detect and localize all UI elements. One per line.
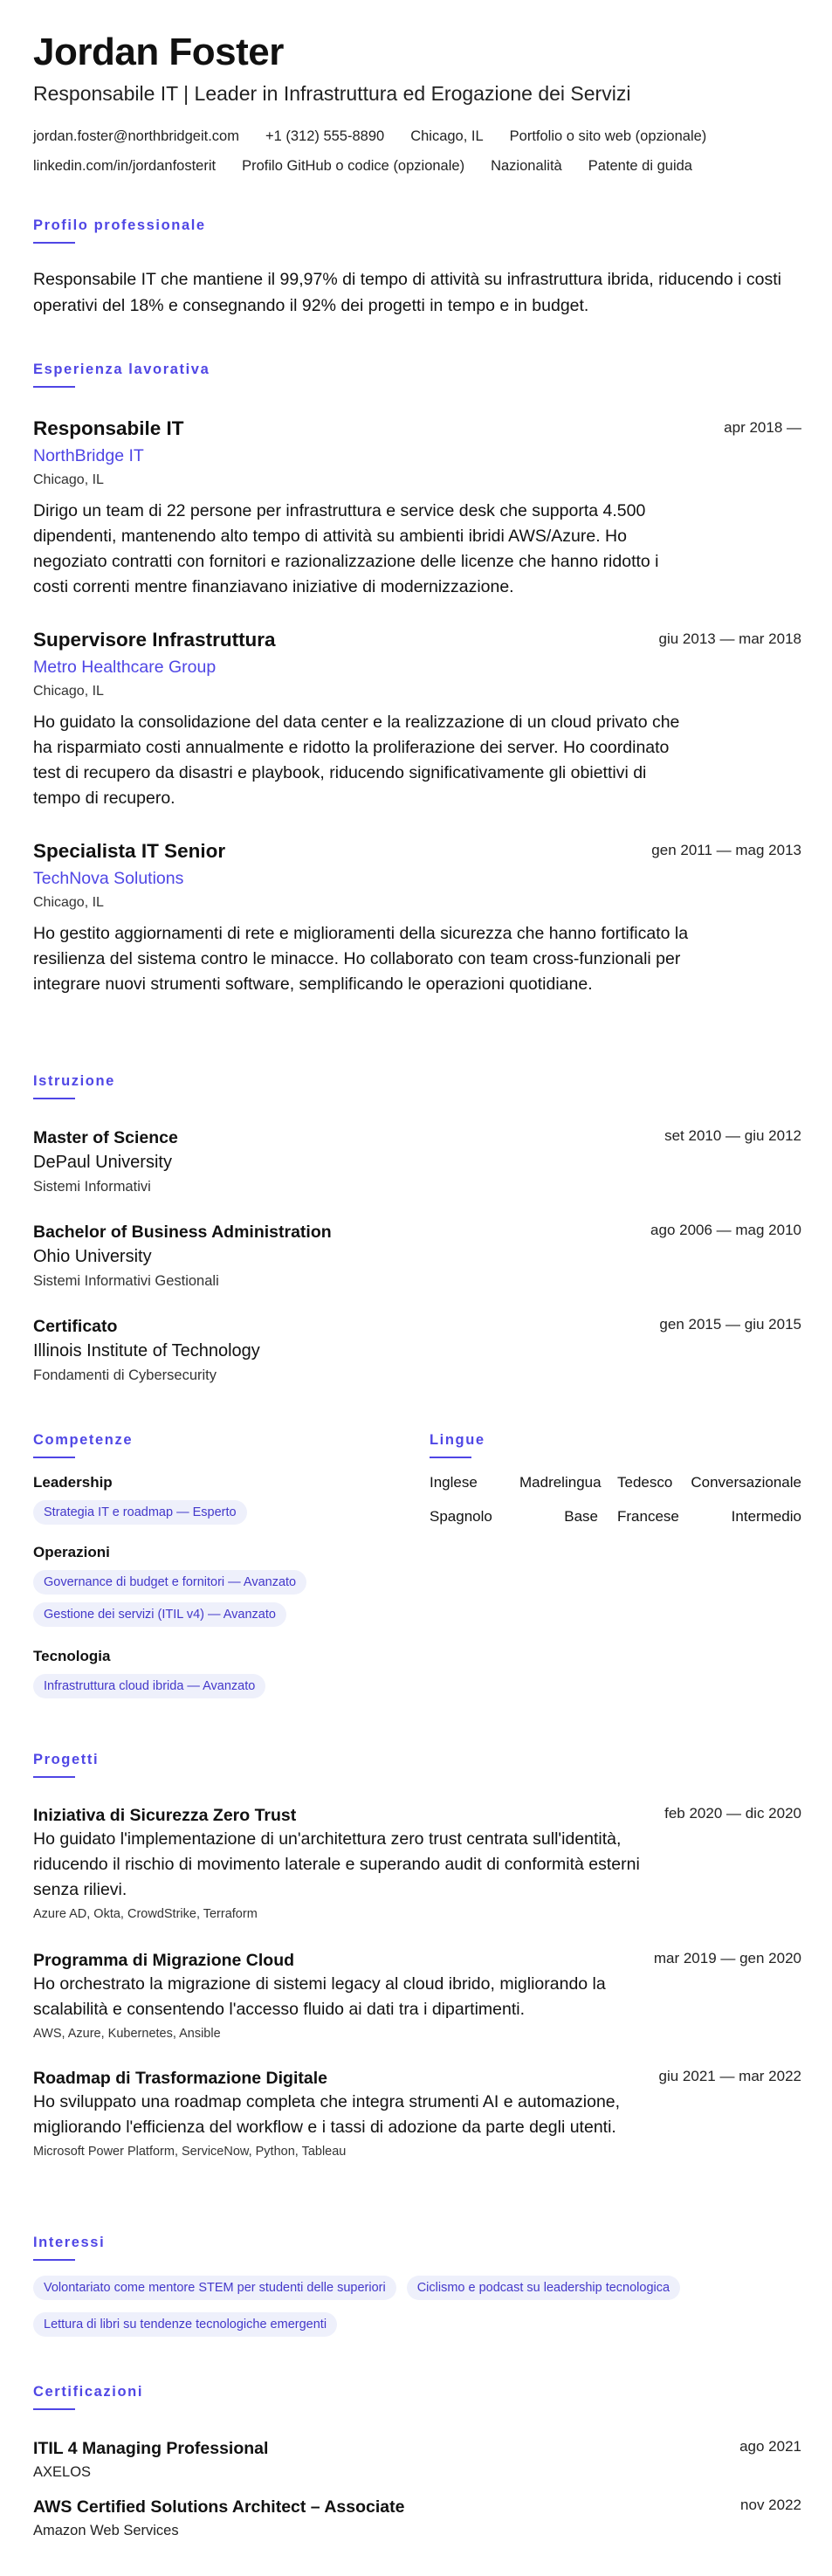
section-title-skills: Competenze (33, 1432, 134, 1448)
skill-group (33, 1473, 400, 1525)
project-title: Roadmap di Trasformazione Digitale (33, 2069, 327, 2088)
skill-chip: Infrastruttura cloud ibrida — Avanzato (33, 1674, 265, 1698)
section-rule (33, 1776, 75, 1778)
contact-line-2 (33, 156, 801, 176)
contact-portfolio[interactable]: Portfolio o sito web (opzionale) (509, 128, 707, 144)
project-item (33, 1949, 801, 2042)
candidate-name: Jordan Foster (33, 31, 284, 73)
section-rule (33, 1457, 75, 1458)
project-date: giu 2021 — mar 2022 (658, 2068, 801, 2084)
section-rule (33, 1098, 75, 1099)
interest-chip: Lettura di libri su tendenze tecnologiche emergenti (33, 2312, 337, 2337)
education-date: gen 2015 — giu 2015 (659, 1316, 801, 1333)
job-title: Responsabile IT (33, 417, 184, 439)
language-level: Conversazionale (691, 1474, 801, 1491)
certification-item (33, 2437, 801, 2482)
candidate-headline: Responsabile IT | Leader in Infrastruttura ed Erogazione dei Servizi (33, 82, 631, 105)
job-description: Dirigo un team di 22 persone per infrastruttura e service desk che supporta 4.500 dipendenti, mantenendo alto tempo di attività su ambienti ibridi AWS/Azure. Ho negoziato contratti con fornitori e razionalizzazione delle licenze che hanno ridotto i costi correnti mentre finanziavano iniziative di modernizzazione. (33, 501, 659, 596)
certification-date: nov 2022 (740, 2497, 801, 2513)
skill-chip: Gestione dei servizi (ITIL v4) — Avanzato (33, 1602, 286, 1627)
skill-group-name: Leadership (33, 1474, 113, 1491)
skill-group-name: Tecnologia (33, 1648, 111, 1664)
education-school: DePaul University (33, 1153, 172, 1172)
skill-group (33, 1543, 400, 1627)
experience-item (33, 627, 801, 811)
project-tech: Microsoft Power Platform, ServiceNow, Python, Tableau (33, 2145, 347, 2159)
education-item (33, 1221, 801, 1291)
contact-line-1 (33, 127, 801, 146)
education-degree: Master of Science (33, 1128, 178, 1147)
language-name: Spagnolo (430, 1508, 492, 1525)
language-name: Tedesco (617, 1474, 673, 1491)
section-rule (33, 2408, 75, 2410)
job-date: gen 2011 — mag 2013 (651, 842, 801, 858)
section-title-languages: Lingue (430, 1432, 485, 1448)
job-date: apr 2018 — (724, 419, 801, 436)
skill-chip: Governance di budget e fornitori — Avanzato (33, 1570, 306, 1595)
project-item (33, 1804, 801, 1923)
contact-github[interactable]: Profilo GitHub o codice (opzionale) (242, 158, 465, 174)
education-date: ago 2006 — mag 2010 (650, 1222, 801, 1238)
education-field: Sistemi Informativi Gestionali (33, 1273, 219, 1289)
contact-email[interactable]: jordan.foster@northbridgeit.com (33, 128, 239, 144)
section-title-experience: Esperienza lavorativa (33, 362, 210, 377)
project-item (33, 2067, 801, 2160)
project-title: Programma di Migrazione Cloud (33, 1951, 295, 1970)
interest-chip: Volontariato come mentore STEM per studenti delle superiori (33, 2276, 396, 2300)
skill-chip: Strategia IT e roadmap — Esperto (33, 1500, 247, 1525)
language-level: Madrelingua (519, 1474, 602, 1491)
interests-list (33, 2268, 801, 2337)
project-date: feb 2020 — dic 2020 (664, 1805, 801, 1822)
contact-driving-license: Patente di guida (588, 158, 692, 174)
section-rule (33, 242, 75, 244)
interest-chip: Ciclismo e podcast su leadership tecnologica (407, 2276, 680, 2300)
section-rule (33, 2259, 75, 2261)
job-location: Chicago, IL (33, 895, 104, 910)
job-description: Ho gestito aggiornamenti di rete e miglioramenti della sicurezza che hanno fortificato la resilienza del sistema contro le minacce. Ho collaborato con team cross-funzionali per integrare nuovi strumenti software, semplificando le operazioni quotidiane. (33, 924, 689, 994)
job-location: Chicago, IL (33, 472, 104, 487)
education-item (33, 1315, 801, 1385)
project-description: Ho sviluppato una roadmap completa che integra strumenti AI e automazione, migliorando l'efficienza del workflow e i tassi di adozione da parte degli utenti. (33, 2092, 621, 2137)
certification-date: ago 2021 (739, 2438, 801, 2455)
language-level: Intermedio (731, 1508, 801, 1525)
skill-group-name: Operazioni (33, 1544, 110, 1560)
education-degree: Bachelor of Business Administration (33, 1223, 332, 1242)
profile-summary: Responsabile IT che mantiene il 99,97% di tempo di attività su infrastruttura ibrida, riducendo i costi operativi del 18% e consegnando il 92% dei progetti in tempo e in budget. (33, 270, 782, 315)
job-title: Supervisore Infrastruttura (33, 629, 276, 651)
education-date: set 2010 — giu 2012 (664, 1127, 801, 1144)
experience-item (33, 838, 801, 997)
education-school: Illinois Institute of Technology (33, 1341, 260, 1360)
language-name: Inglese (430, 1474, 478, 1491)
contact-nationality: Nazionalità (491, 158, 562, 174)
job-company: TechNova Solutions (33, 869, 184, 888)
certification-name: AWS Certified Solutions Architect – Associate (33, 2497, 405, 2517)
section-rule (33, 386, 75, 388)
section-title-certifications: Certificazioni (33, 2384, 144, 2400)
job-description: Ho guidato la consolidazione del data center e la realizzazione di un cloud privato che ha risparmiato costi annualmente e ridotto la proliferazione dei server. Ho coordinato test di recupero da disastri e playbook, riducendo significativamente gli obiettivi di tempo di recupero. (33, 713, 680, 808)
education-school: Ohio University (33, 1247, 152, 1266)
job-date: giu 2013 — mar 2018 (658, 630, 801, 647)
contact-location: Chicago, IL (410, 128, 484, 144)
job-title: Specialista IT Senior (33, 840, 226, 862)
certification-issuer: Amazon Web Services (33, 2523, 179, 2538)
certification-issuer: AXELOS (33, 2464, 92, 2480)
certification-name: ITIL 4 Managing Professional (33, 2439, 269, 2458)
section-title-projects: Progetti (33, 1752, 100, 1767)
job-company: NorthBridge IT (33, 446, 144, 465)
education-degree: Certificato (33, 1317, 118, 1336)
section-title-profile: Profilo professionale (33, 217, 206, 233)
language-name: Francese (617, 1508, 679, 1525)
project-tech: AWS, Azure, Kubernetes, Ansible (33, 2027, 221, 2041)
project-description: Ho orchestrato la migrazione di sistemi legacy al cloud ibrido, migliorando la scalabilità e consentendo l'accesso fluido ai dati tra i dipartimenti. (33, 1974, 606, 2019)
education-field: Fondamenti di Cybersecurity (33, 1367, 217, 1383)
contact-phone[interactable]: +1 (312) 555-8890 (265, 128, 385, 144)
job-location: Chicago, IL (33, 684, 104, 699)
project-tech: Azure AD, Okta, CrowdStrike, Terraform (33, 1907, 258, 1921)
section-rule (430, 1457, 471, 1458)
education-item (33, 1126, 801, 1196)
certification-item (33, 2496, 801, 2540)
experience-item (33, 416, 801, 600)
project-description: Ho guidato l'implementazione di un'architettura zero trust centrata sull'identità, riducendo il rischio di movimento laterale e superando audit di conformità esterni senza rilievi. (33, 1829, 640, 1899)
language-level: Base (564, 1508, 598, 1525)
project-date: mar 2019 — gen 2020 (653, 1950, 801, 1966)
contact-linkedin[interactable]: linkedin.com/in/jordanfosterit (33, 158, 217, 174)
job-company: Metro Healthcare Group (33, 658, 217, 677)
section-title-education: Istruzione (33, 1073, 115, 1089)
section-title-interests: Interessi (33, 2235, 106, 2250)
skill-group (33, 1647, 400, 1698)
project-title: Iniziativa di Sicurezza Zero Trust (33, 1806, 297, 1825)
education-field: Sistemi Informativi (33, 1179, 151, 1195)
